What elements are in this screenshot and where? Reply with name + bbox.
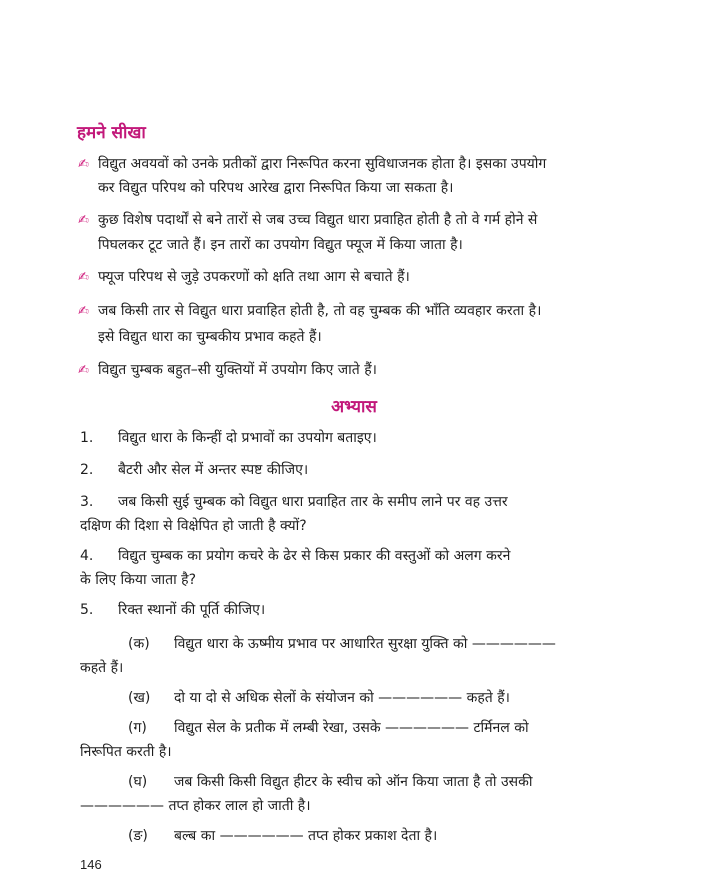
learned-item-4-line-2: इसे विद्युत धारा का चुम्बकीय प्रभाव कहते हैं।	[98, 329, 322, 345]
learned-item-1-line-2: कर विद्युत परिपथ को परिपथ आरेख द्वारा निरूपित किया जा सकता है।	[98, 180, 454, 196]
learned-item-3: ✍ फ्यूज परिपथ से जुड़े उपकरणों को क्षति तथा आग से बचाते हैं।	[78, 269, 410, 285]
pen-writing-icon: ✍	[78, 270, 89, 285]
question-2: 2. बैटरी और सेल में अन्तर स्पष्ट कीजिए।	[80, 462, 309, 478]
learned-item-2-line-1: ✍ कुछ विशेष पदार्थों से बने तारों से जब उच्च विद्युत धारा प्रवाहित होती है तो वे गर्म होने से	[78, 212, 538, 228]
question-3-line-2: दक्षिण की दिशा से विक्षेपित हो जाती है क्यों?	[80, 518, 307, 534]
learned-item-4-line-1: ✍ जब किसी तार से विद्युत धारा प्रवाहित होती है, तो वह चुम्बक की भाँति व्यवहार करता है।	[78, 303, 542, 319]
learned-item-5: ✍ विद्युत चुम्बक बहुत–सी युक्तियों में उपयोग किए जाते हैं।	[78, 362, 377, 378]
question-5: 5. रिक्त स्थानों की पूर्ति कीजिए।	[80, 602, 266, 618]
question-1: 1. विद्युत धारा के किन्हीं दो प्रभावों का उपयोग बताइए।	[80, 430, 377, 446]
learned-item-2-line-2: पिघलकर टूट जाते हैं। इन तारों का उपयोग विद्युत फ्यूज में किया जाता है।	[98, 237, 463, 253]
pen-writing-icon: ✍	[78, 213, 89, 228]
learned-heading: हमने सीखा	[77, 123, 146, 143]
pen-writing-icon: ✍	[78, 304, 89, 319]
pen-writing-icon: ✍	[78, 157, 89, 172]
blank-kha: (ख) दो या दो से अधिक सेलों के संयोजन को —————— कहते हैं।	[128, 690, 510, 706]
learned-item-1-line-1: ✍ विद्युत अवयवों को उनके प्रतीकों द्वारा निरूपित करना सुविधाजनक होता है। इसका उपयोग	[78, 156, 547, 172]
blank-gha-line-1: (घ) जब किसी किसी विद्युत हीटर के स्वीच को ऑन किया जाता है तो उसकी	[128, 774, 533, 790]
blank-ka-line-2: कहते हैं।	[80, 660, 124, 676]
exercise-heading: अभ्यास	[331, 397, 377, 417]
question-3-line-1: 3. जब किसी सुई चुम्बक को विद्युत धारा प्रवाहित तार के समीप लाने पर वह उत्तर	[80, 494, 508, 510]
blank-ga-line-1: (ग) विद्युत सेल के प्रतीक में लम्बी रेखा, उसके —————— टर्मिनल को	[128, 720, 529, 736]
question-4-line-2: के लिए किया जाता है?	[80, 572, 197, 588]
pen-writing-icon: ✍	[78, 363, 89, 378]
blank-ka-line-1: (क) विद्युत धारा के ऊष्मीय प्रभाव पर आधारित सुरक्षा युक्ति को ——————	[128, 636, 556, 652]
blank-ga-line-2: निरूपित करती है।	[80, 744, 172, 760]
page-number: 146	[80, 857, 102, 872]
blank-nga: (ङ) बल्ब का —————— तप्त होकर प्रकाश देता है।	[128, 828, 438, 844]
question-4-line-1: 4. विद्युत चुम्बक का प्रयोग कचरे के ढेर से किस प्रकार की वस्तुओं को अलग करने	[80, 548, 511, 564]
blank-gha-line-2: —————— तप्त होकर लाल हो जाती है।	[80, 798, 311, 814]
